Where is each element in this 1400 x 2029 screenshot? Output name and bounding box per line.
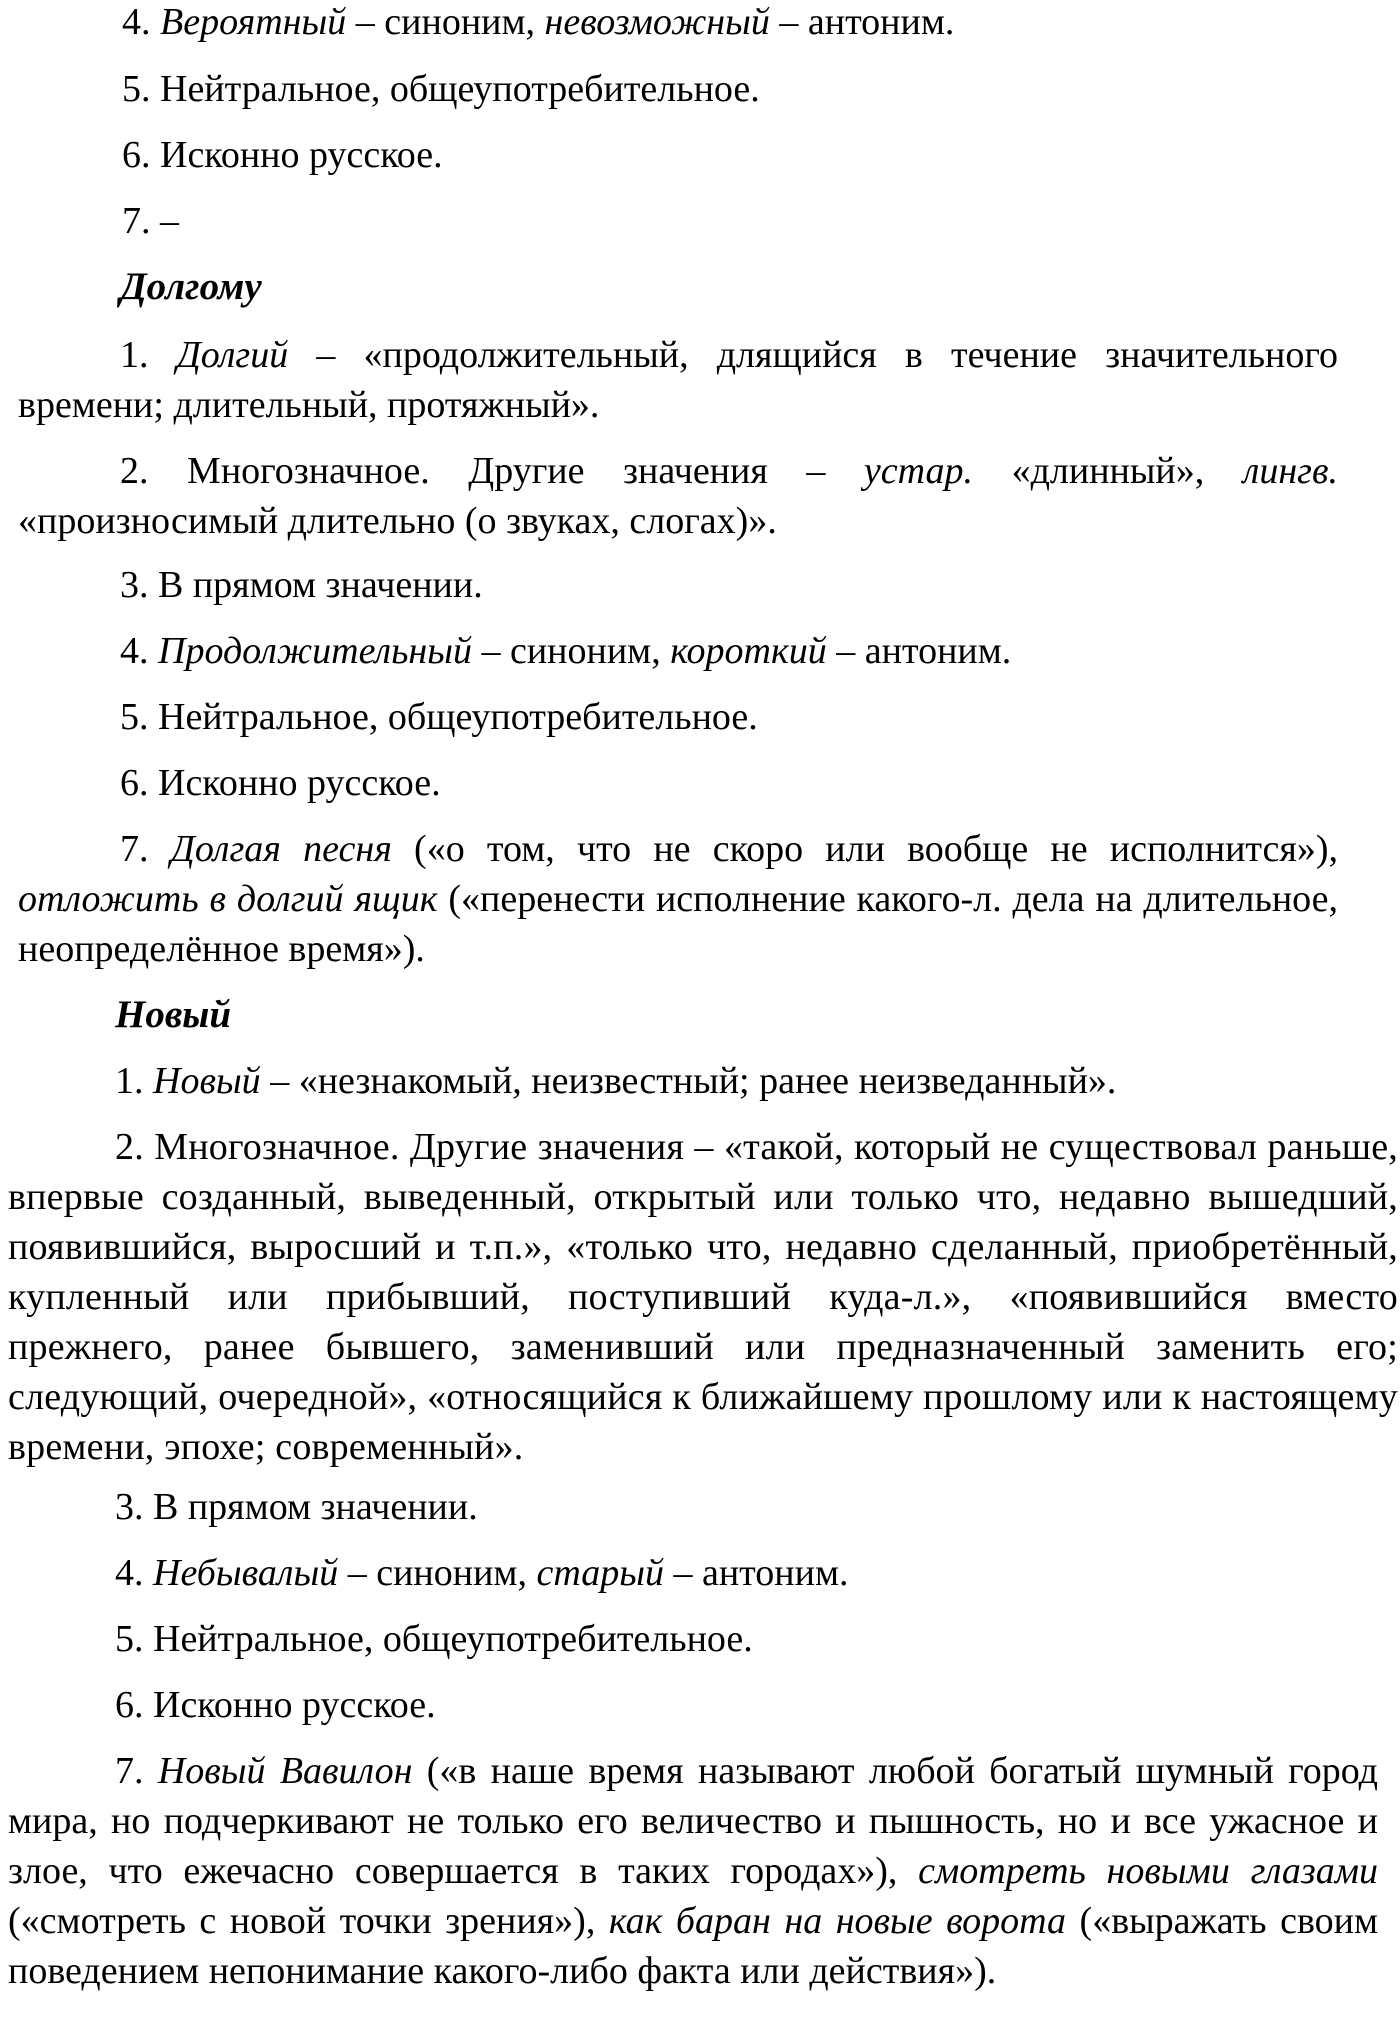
- novy-item-4: 4. Небывалый – синоним, старый – антоним.: [115, 1552, 849, 1594]
- vero-item-4: 4. Вероятный – синоним, невозможный – антоним.: [122, 1, 955, 43]
- vero-item-6: 6. Исконно русское.: [122, 134, 443, 176]
- novy-item-1: 1. Новый – «незнакомый, неизвестный; ранее неизведанный».: [115, 1060, 1117, 1102]
- section-heading-dolgomu: Долгому: [120, 265, 262, 308]
- dolgomu-item-2: 2. Многозначное. Другие значения – устар. «длинный», лингв. «произносимый длительно (о звуках, слогах)».: [18, 450, 1339, 542]
- novy-item-2: 2. Многозначное. Другие значения – «такой, который не существовал раньше, впервые созданный, выведенный, открытый или только что, недавно вышедший, появившийся, выросший и т.п.», «только что, недавно сделанный, приобретённый, купленный или прибывший, поступивший куда-л.», «появившийся вместо прежнего, ранее бывшего, заменивший или предназначенный заменить его; следующий, очередной», «относящийся к ближайшему прошлому или к настоящему времени, эпохе; современный».: [8, 1126, 1398, 1468]
- dolgomu-item-7: 7. Долгая песня («о том, что не скоро или вообще не исполнится»), отложить в долгий ящик («перенести исполнение какого-л. дела на длительное, неопределённое время»).: [18, 828, 1338, 970]
- vero-item-7: 7. –: [122, 200, 179, 242]
- dolgomu-item-3: 3. В прямом значении.: [120, 564, 483, 606]
- section-heading-novy: Новый: [115, 993, 232, 1036]
- novy-item-3: 3. В прямом значении.: [115, 1486, 478, 1528]
- novy-item-7: 7. Новый Вавилон («в наше время называют любой богатый шумный город мира, но подчеркивают не только его величество и пышность, но и все ужасное и злое, что ежечасно совершается в таких городах»), смотреть новыми глазами («смотреть с новой точки зрения»), как баран на новые ворота («выражать своим поведением непонимание какого-либо факта или действия»).: [8, 1750, 1379, 1992]
- dolgomu-item-1: 1. Долгий – «продолжительный, длящийся в течение значительного времени; длительный, протяжный».: [18, 334, 1339, 426]
- dolgomu-item-4: 4. Продолжительный – синоним, короткий – антоним.: [120, 630, 1012, 672]
- dolgomu-item-6: 6. Исконно русское.: [120, 762, 441, 804]
- vero-item-5: 5. Нейтральное, общеупотребительное.: [122, 68, 760, 110]
- novy-item-5: 5. Нейтральное, общеупотребительное.: [115, 1618, 753, 1660]
- dolgomu-item-5: 5. Нейтральное, общеупотребительное.: [120, 696, 758, 738]
- novy-item-6: 6. Исконно русское.: [115, 1684, 436, 1726]
